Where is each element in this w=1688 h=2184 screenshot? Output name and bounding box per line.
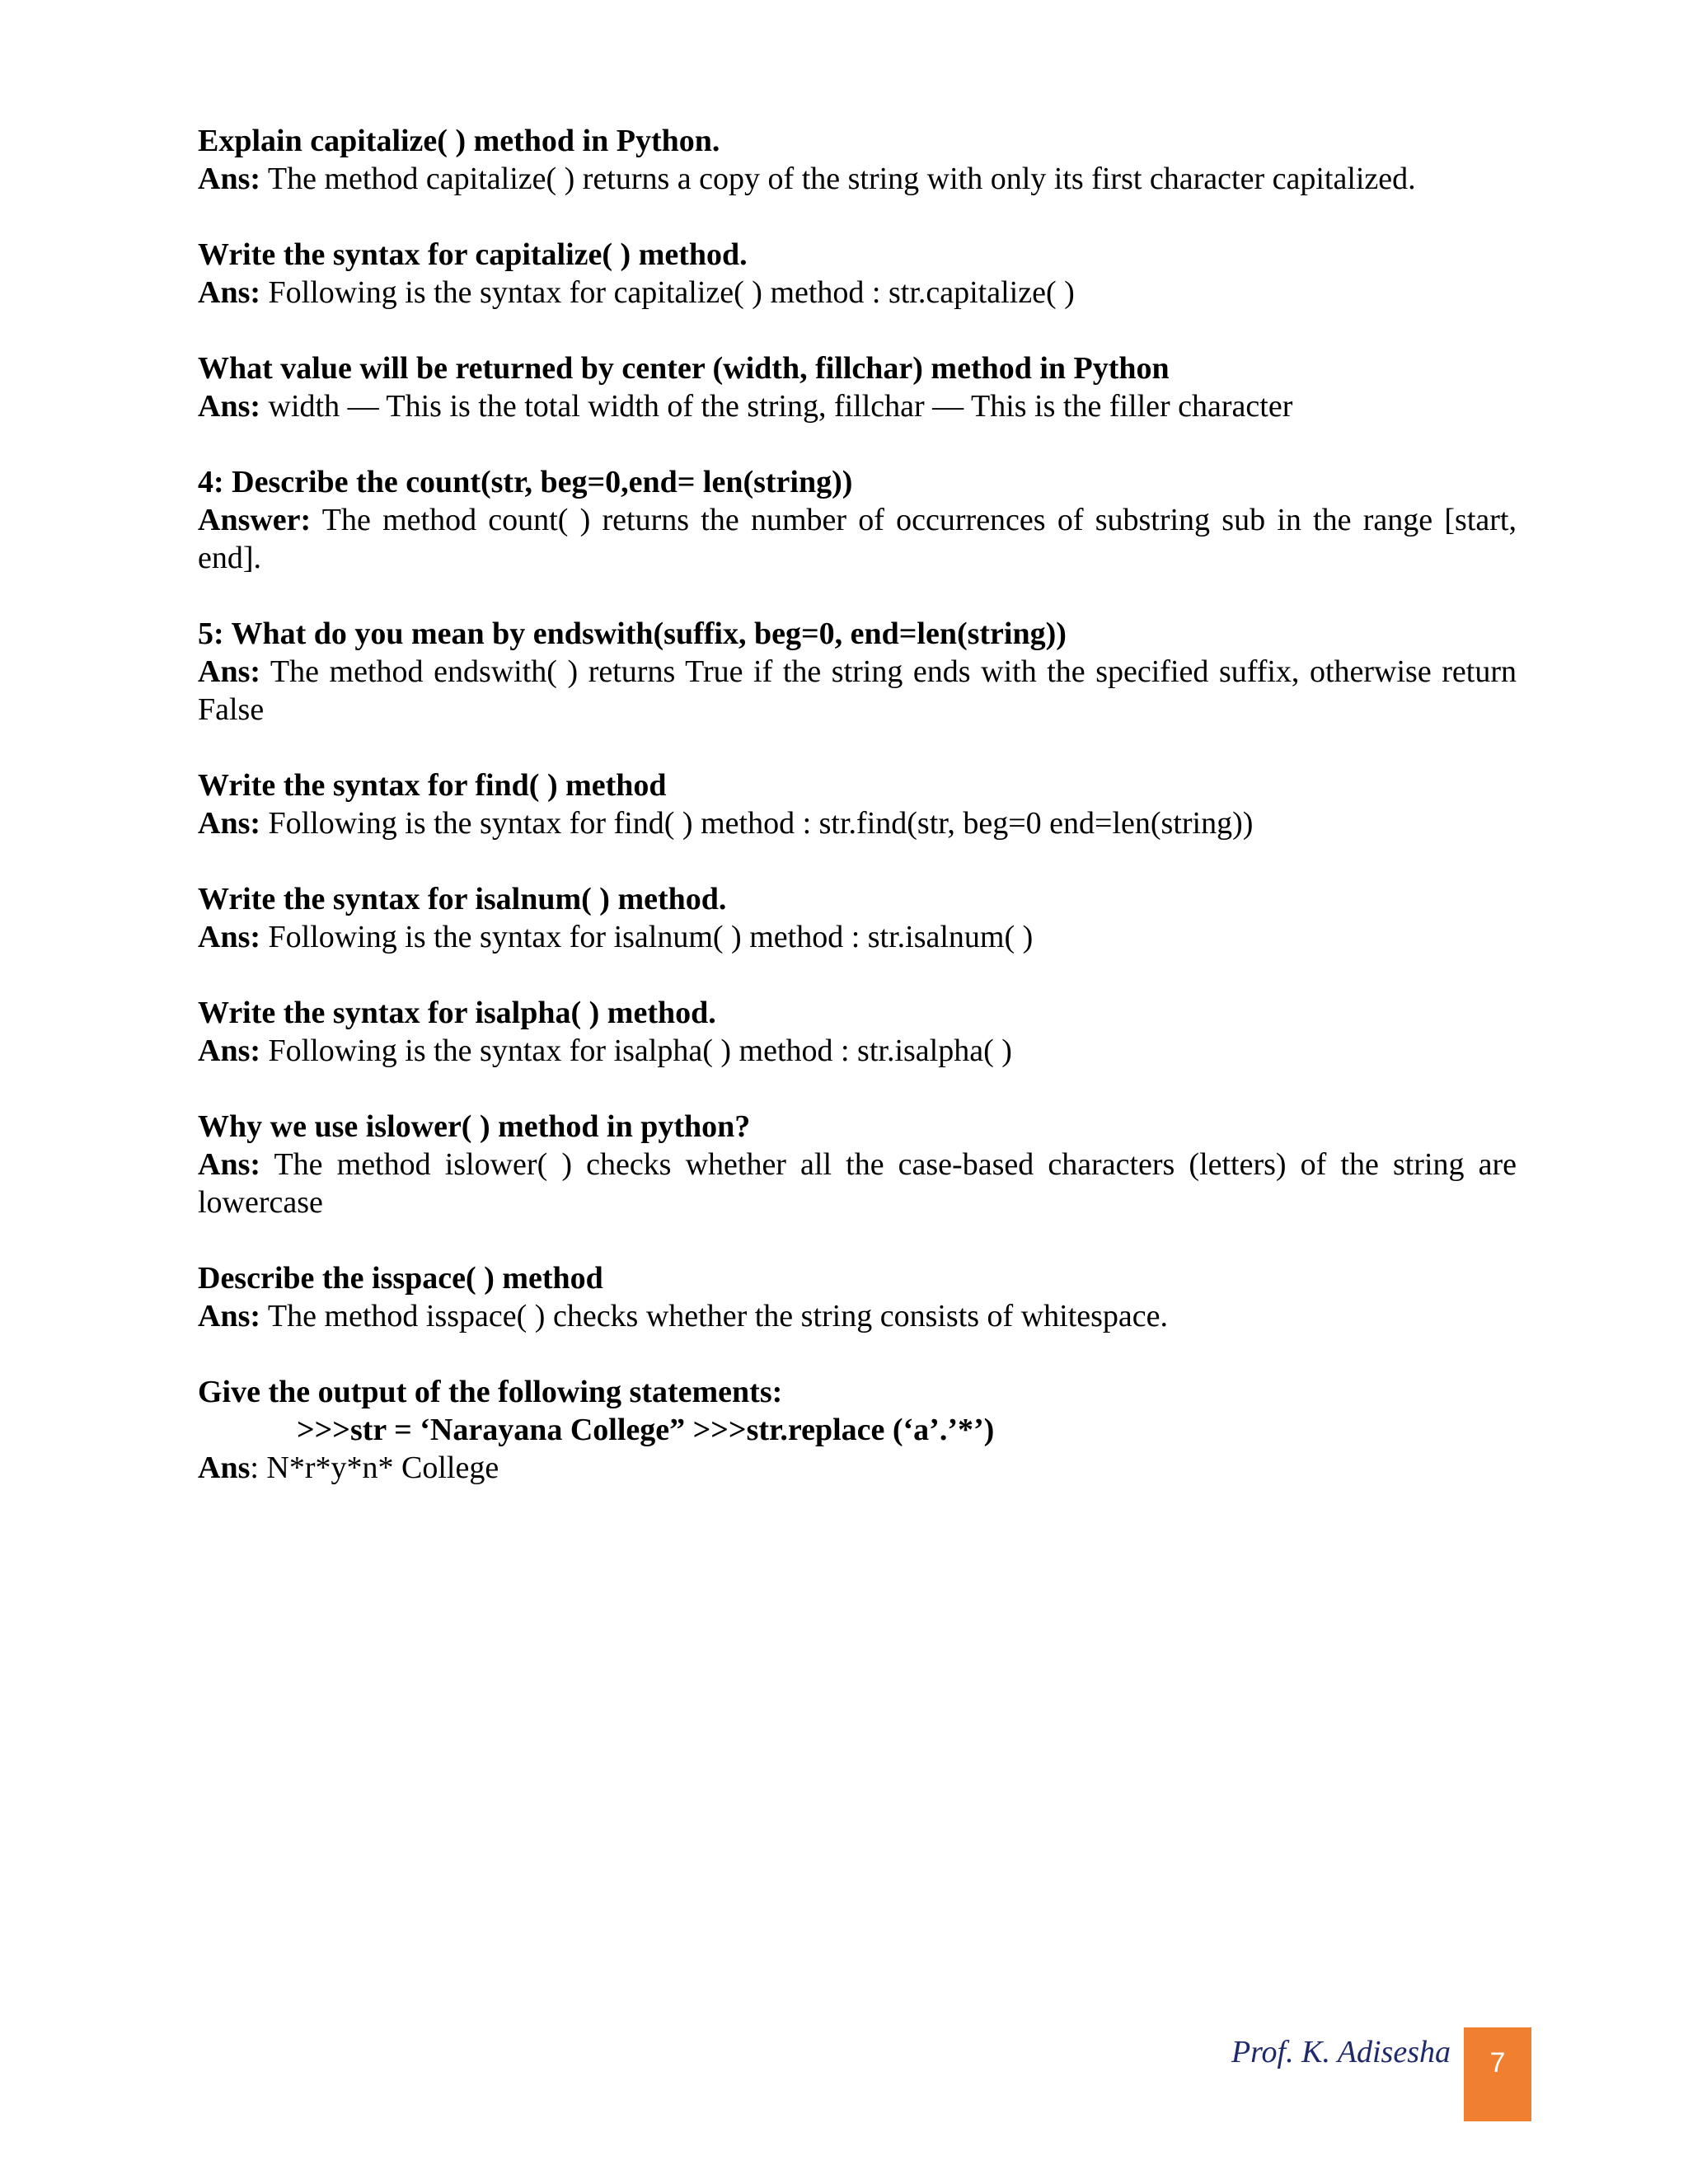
qa-item <box>198 880 1517 956</box>
answer <box>198 804 1517 842</box>
footer-author: Prof. K. Adisesha <box>1231 2035 1451 2069</box>
qa-item <box>198 349 1517 425</box>
answer-text: The method count( ) returns the number of occurrences of substring sub in the range [start, end]. <box>198 503 1517 575</box>
document-body <box>198 122 1517 1525</box>
answer-text: Following is the syntax for isalnum( ) method : str.isalnum( ) <box>268 920 1034 954</box>
answer-text: The method capitalize( ) returns a copy of the string with only its first character capitalized. <box>267 162 1416 196</box>
answer-label: Ans <box>198 1451 251 1485</box>
answer-text: : N*r*y*n* College <box>250 1451 499 1485</box>
question: Give the output of the following statements: <box>198 1375 783 1409</box>
answer-text: width — This is the total width of the string, fillchar — This is the filler character <box>268 389 1293 424</box>
answer-label: Ans: <box>198 920 261 954</box>
question: Write the syntax for capitalize( ) method. <box>198 237 748 272</box>
question: Explain capitalize( ) method in Python. <box>198 124 720 158</box>
qa-item <box>198 615 1517 729</box>
answer-text: The method endswith( ) returns True if the string ends with the specified suffix, otherwise return False <box>198 654 1517 727</box>
answer <box>198 1146 1517 1221</box>
code-statement: >>>str = ‘Narayana College” >>>str.replace (‘a’.’*’) <box>297 1413 995 1447</box>
question: 5: What do you mean by endswith(suffix, beg=0, end=len(string)) <box>198 616 1067 651</box>
answer <box>198 1032 1517 1070</box>
answer <box>198 653 1517 729</box>
answer <box>198 501 1517 577</box>
answer <box>198 918 1517 956</box>
answer-text: The method isspace( ) checks whether the string consists of whitespace. <box>267 1299 1169 1333</box>
qa-item <box>198 1108 1517 1221</box>
answer-text: The method islower( ) checks whether all the case-based characters (letters) of the string are lowercase <box>198 1147 1517 1220</box>
answer <box>198 1449 1517 1487</box>
question: Write the syntax for find( ) method <box>198 768 667 803</box>
answer-label: Ans: <box>198 1033 261 1068</box>
page-number: 7 <box>1489 2047 1506 2079</box>
qa-item <box>198 122 1517 198</box>
answer-label: Ans: <box>198 162 261 196</box>
qa-item <box>198 463 1517 577</box>
qa-item <box>198 994 1517 1070</box>
answer-label: Answer: <box>198 503 312 537</box>
question: Describe the isspace( ) method <box>198 1261 603 1296</box>
answer-text: Following is the syntax for find( ) method : str.find(str, beg=0 end=len(string)) <box>268 806 1254 841</box>
answer-text: Following is the syntax for isalpha( ) method : str.isalpha( ) <box>268 1033 1012 1068</box>
answer <box>198 387 1517 425</box>
answer-label: Ans: <box>198 1299 261 1333</box>
question: Why we use islower( ) method in python? <box>198 1109 751 1144</box>
answer <box>198 1297 1517 1335</box>
question: What value will be returned by center (width, fillchar) method in Python <box>198 351 1170 386</box>
qa-item <box>198 236 1517 312</box>
answer-label: Ans: <box>198 275 261 310</box>
question: Write the syntax for isalpha( ) method. <box>198 996 716 1030</box>
question: Write the syntax for isalnum( ) method. <box>198 882 727 916</box>
answer-label: Ans: <box>198 1147 261 1182</box>
answer-label: Ans: <box>198 389 261 424</box>
answer <box>198 274 1517 312</box>
answer <box>198 160 1517 198</box>
page-number-badge <box>1464 2027 1531 2121</box>
qa-item <box>198 766 1517 842</box>
answer-label: Ans: <box>198 654 261 689</box>
answer-text: Following is the syntax for capitalize( ) method : str.capitalize( ) <box>268 275 1075 310</box>
qa-item-last <box>198 1373 1517 1487</box>
qa-item <box>198 1259 1517 1335</box>
question: 4: Describe the count(str, beg=0,end= len(string)) <box>198 465 853 499</box>
answer-label: Ans: <box>198 806 261 841</box>
